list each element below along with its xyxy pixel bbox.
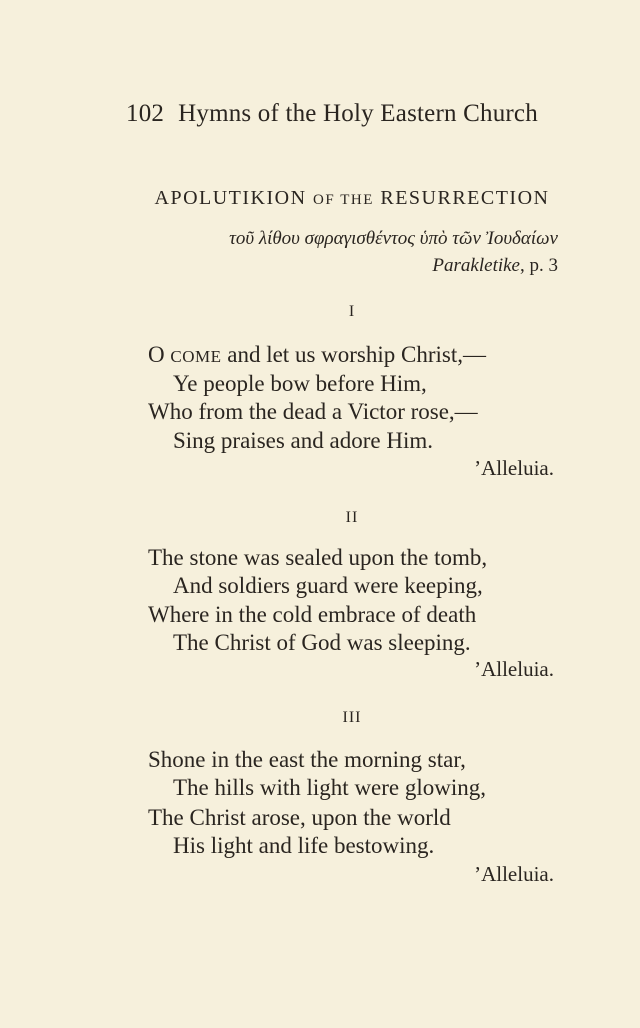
stanza-2-line-3: Where in the cold embrace of death [148,602,477,627]
stanza-number-1: I [348,303,356,320]
greek-incipit: τοῦ λίθου σφραγισθέντος ὑπὸ τῶν Ἰουδαίων [229,228,558,249]
title-word-apolutikion: APOLUTIKION [154,187,307,209]
stanza-3-line-3: The Christ arose, upon the world [148,805,451,830]
stanza-1-line-1 [148,340,486,371]
stanza-1-line-1-rest: and let us worship Christ,— [227,342,486,367]
stanza-3-line-4: His light and life bestowing. [173,833,435,858]
stanza-2-refrain: ’Alleluia. [474,657,554,681]
running-title: Hymns of the Holy Eastern Church [178,100,538,127]
stanza-2-line-4: The Christ of God was sleeping. [173,630,471,655]
title-word-resurrection: RESURRECTION [380,187,550,209]
stanza-3-line-2: The hills with light were glowing, [173,775,487,800]
stanza-3-line-1: Shone in the east the morning star, [148,747,466,772]
page-number: 102 [126,100,165,127]
stanza-number-3: III [342,709,362,726]
stanza-1-line-2: Ye people bow before Him, [173,371,427,396]
stanza-1-refrain: ’Alleluia. [474,456,554,480]
stanza-1-line-4: Sing praises and adore Him. [173,428,433,453]
source-title: Parakletike [432,255,520,276]
stanza-1-line-3: Who from the dead a Victor rose,— [148,399,478,424]
stanza-number-2: II [345,509,359,526]
hymn-title [0,187,640,210]
stanza-1-first-word: O [148,342,165,367]
source-page: , p. 3 [520,255,558,276]
title-word-of-the: OF THE [313,192,374,208]
stanza-2-line-2: And soldiers guard were keeping, [173,573,483,598]
stanza-2-line-1: The stone was sealed upon the tomb, [148,545,488,570]
stanza-3-refrain: ’Alleluia. [474,862,554,886]
running-head [126,100,538,128]
stanza-1-small-caps: COME [170,347,222,366]
source-reference [432,255,558,277]
